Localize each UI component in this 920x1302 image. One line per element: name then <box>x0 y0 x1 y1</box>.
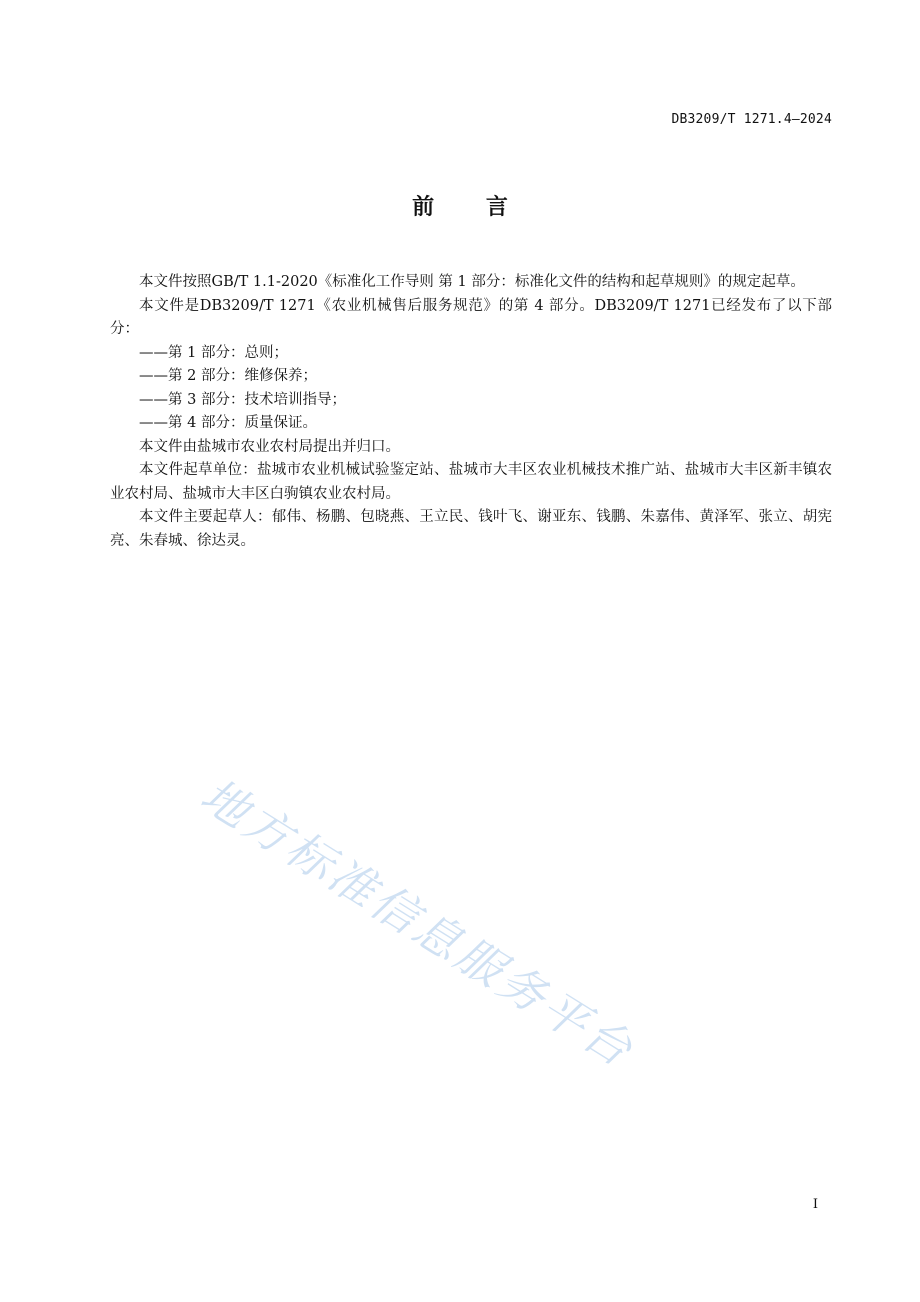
foreword-body <box>110 271 832 553</box>
page-number: I <box>812 1197 818 1212</box>
paragraph-drafting-basis: 本文件按照GB/T 1.1-2020《标准化工作导则 第 1 部分：标准化文件的结构和起草规则》的规定起草。 <box>139 274 805 290</box>
list-item-part-1: ——第 1 部分：总则； <box>139 344 288 361</box>
paragraph-series-info: 本文件是DB3209/T 1271《农业机械售后服务规范》的第 4 部分。DB3209/T 1271已经发布了以下部分： <box>110 297 832 337</box>
paragraph-drafting-units: 本文件起草单位：盐城市农业机械试验鉴定站、盐城市大丰区农业机械技术推广站、盐城市大丰区新丰镇农业农村局、盐城市大丰区白驹镇农业农村局。 <box>110 462 832 502</box>
paragraph-proposer: 本文件由盐城市农业农村局提出并归口。 <box>139 438 400 455</box>
list-item-part-3: ——第 3 部分：技术培训指导； <box>139 391 346 408</box>
page-title: 前 言 <box>412 195 530 220</box>
list-item-part-2: ——第 2 部分：维修保养； <box>139 368 317 384</box>
watermark <box>191 760 785 1079</box>
paragraph-drafters: 本文件主要起草人：郁伟、杨鹏、包晓燕、王立民、钱叶飞、谢亚东、钱鹏、朱嘉伟、黄泽军、张立、胡宪亮、朱春城、徐达灵。 <box>110 509 832 549</box>
standard-code-header: DB3209/T 1271.4—2024 <box>671 112 832 127</box>
watermark-text: 地方标准信息服务平台 <box>191 767 645 1079</box>
list-item-part-4: ——第 4 部分：质量保证。 <box>139 415 317 431</box>
